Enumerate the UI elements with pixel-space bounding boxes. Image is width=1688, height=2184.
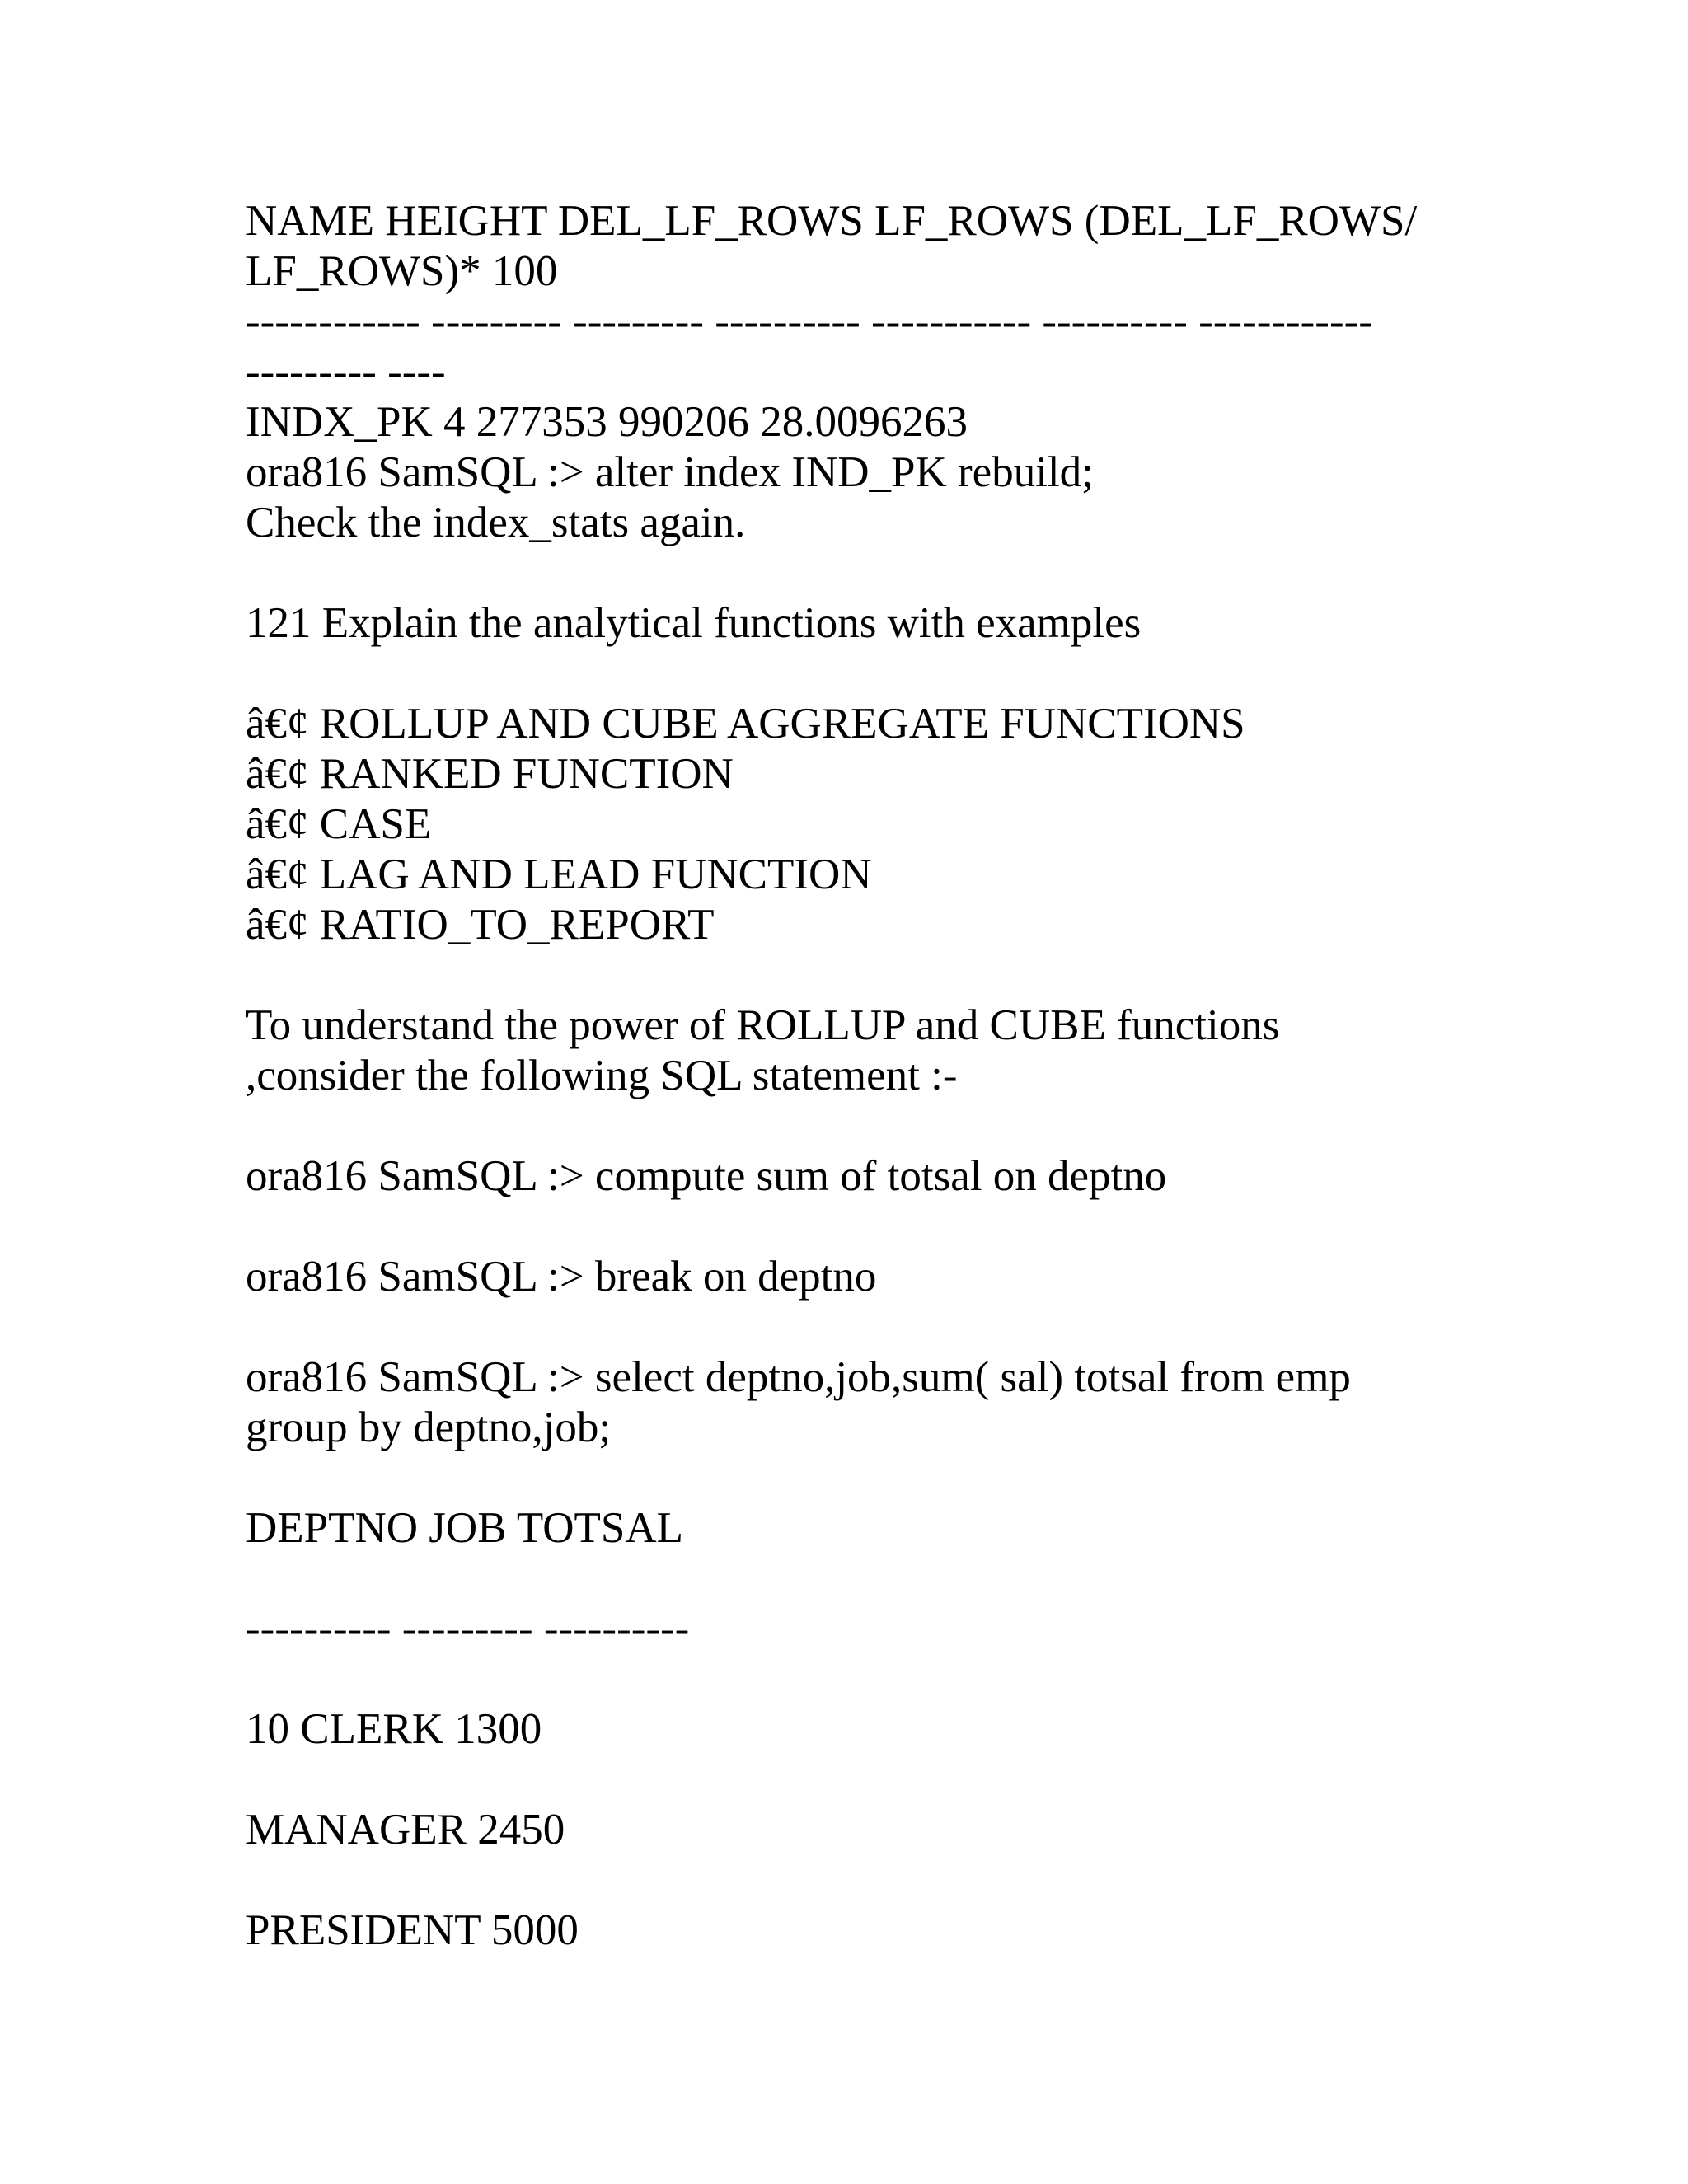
question-heading: 121 Explain the analytical functions with examples [246, 599, 1142, 647]
check-again-text: Check the index_stats again. [246, 499, 746, 546]
spacer [246, 1654, 1449, 1704]
document-body [246, 196, 1449, 1956]
spacer [246, 1202, 1449, 1252]
bullet-item: â€¢ RANKED FUNCTION [246, 750, 734, 798]
result-header: DEPTNO JOB TOTSAL [246, 1504, 684, 1552]
result-dashes: ---------- --------- ---------- [246, 1605, 690, 1652]
spacer [246, 1453, 1449, 1503]
index-stats-dash-line2: --------- ---- [246, 348, 446, 396]
bullet-item: â€¢ CASE [246, 800, 432, 848]
bullet-item: â€¢ ROLLUP AND CUBE AGGREGATE FUNCTIONS [246, 700, 1245, 748]
intro-line2: ,consider the following SQL statement :- [246, 1052, 958, 1099]
spacer [246, 950, 1449, 1001]
spacer [246, 1302, 1449, 1352]
result-row: 10 CLERK 1300 [246, 1705, 542, 1753]
spacer [246, 649, 1449, 699]
spacer [246, 1554, 1449, 1604]
index-stats-header-line2: LF_ROWS)* 100 [246, 247, 558, 295]
spacer [246, 1855, 1449, 1905]
select-command-line2: group by deptno,job; [246, 1404, 612, 1451]
bullet-item: â€¢ RATIO_TO_REPORT [246, 901, 715, 949]
result-row: MANAGER 2450 [246, 1806, 565, 1854]
break-command: ora816 SamSQL :> break on deptno [246, 1253, 877, 1301]
spacer [246, 548, 1449, 598]
rebuild-command: ora816 SamSQL :> alter index IND_PK rebuild; [246, 448, 1094, 496]
select-command-line1: ora816 SamSQL :> select deptno,job,sum( sal) totsal from emp [246, 1353, 1351, 1401]
compute-command: ora816 SamSQL :> compute sum of totsal on deptno [246, 1152, 1167, 1200]
result-row: PRESIDENT 5000 [246, 1906, 579, 1954]
index-stats-row: INDX_PK 4 277353 990206 28.0096263 [246, 398, 968, 446]
bullet-item: â€¢ LAG AND LEAD FUNCTION [246, 851, 872, 898]
spacer [246, 1755, 1449, 1805]
intro-line1: To understand the power of ROLLUP and CUBE functions [246, 1001, 1280, 1049]
index-stats-header-line1: NAME HEIGHT DEL_LF_ROWS LF_ROWS (DEL_LF_ROWS/ [246, 197, 1418, 245]
spacer [246, 1101, 1449, 1151]
index-stats-dash-line1: ------------ --------- --------- ---------- ----------- ---------- ------------ [246, 298, 1373, 345]
